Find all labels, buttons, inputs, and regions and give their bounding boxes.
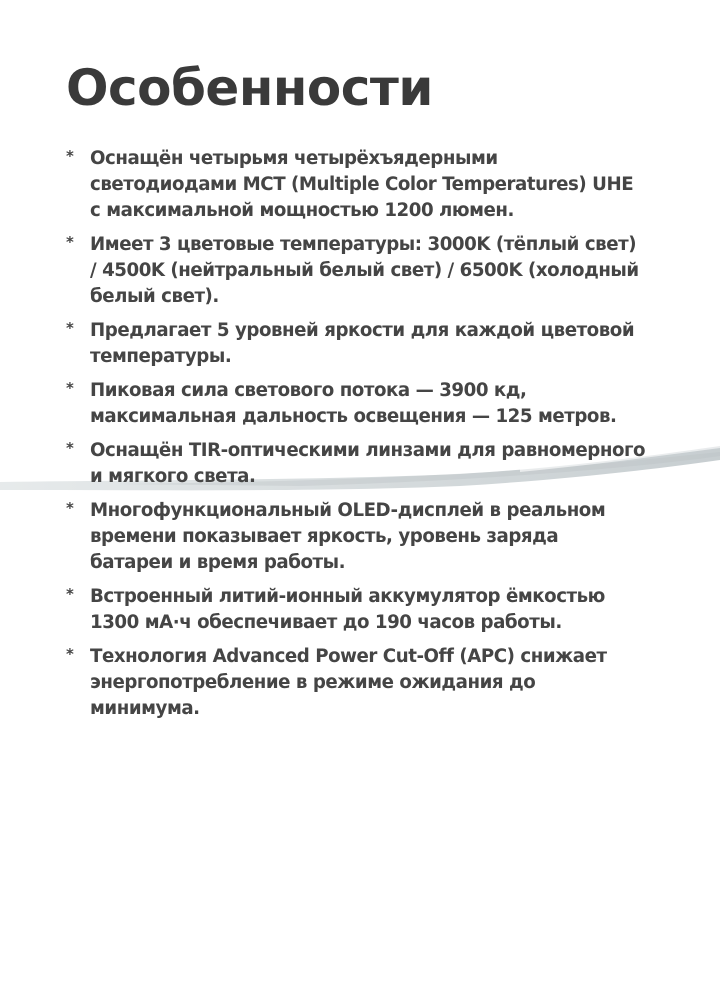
feature-line: времени показывает яркость, уровень заряда [90,526,559,547]
feature-line: / 4500K (нейтральный белый свет) / 6500K (холодный [90,260,639,281]
feature-line: минимума. [90,698,200,719]
feature-line: белый свет). [90,286,219,307]
feature-line: энергопотребление в режиме ожидания до [90,672,536,693]
feature-item [66,232,706,310]
asterisk-bullet-icon: * [66,585,74,603]
feature-line: Встроенный литий-ионный аккумулятор ёмкостью [90,586,605,607]
feature-line: Многофункциональный OLED-дисплей в реальном [90,500,606,521]
asterisk-bullet-icon: * [66,499,74,517]
feature-item [66,438,706,490]
feature-line: Предлагает 5 уровней яркости для каждой цветовой [90,320,635,341]
asterisk-bullet-icon: * [66,319,74,337]
feature-line: максимальная дальность освещения — 125 метров. [90,406,617,427]
feature-item [66,584,706,636]
feature-line: Имеет 3 цветовые температуры: 3000K (тёплый свет) [90,234,637,255]
feature-item [66,318,706,370]
features-list [66,146,706,730]
feature-item [66,644,706,722]
feature-line: Технология Advanced Power Cut-Off (APC) снижает [90,646,607,667]
feature-line: 1300 мА·ч обеспечивает до 190 часов работы. [90,612,562,633]
asterisk-bullet-icon: * [66,439,74,457]
asterisk-bullet-icon: * [66,147,74,165]
feature-item [66,498,706,576]
feature-line: с максимальной мощностью 1200 люмен. [90,200,515,221]
feature-line: Оснащён четырьмя четырёхъядерными [90,148,498,169]
feature-line: и мягкого света. [90,466,256,487]
feature-line: Пиковая сила светового потока — 3900 кд, [90,380,527,401]
asterisk-bullet-icon: * [66,379,74,397]
asterisk-bullet-icon: * [66,645,74,663]
feature-line: температуры. [90,346,232,367]
feature-line: Оснащён TIR-оптическими линзами для равномерного [90,440,646,461]
feature-line: батареи и время работы. [90,552,346,573]
feature-item [66,378,706,430]
page-title: Особенности [66,59,433,117]
asterisk-bullet-icon: * [66,233,74,251]
feature-line: светодиодами MCT (Multiple Color Temperatures) UHE [90,174,634,195]
feature-item [66,146,706,224]
